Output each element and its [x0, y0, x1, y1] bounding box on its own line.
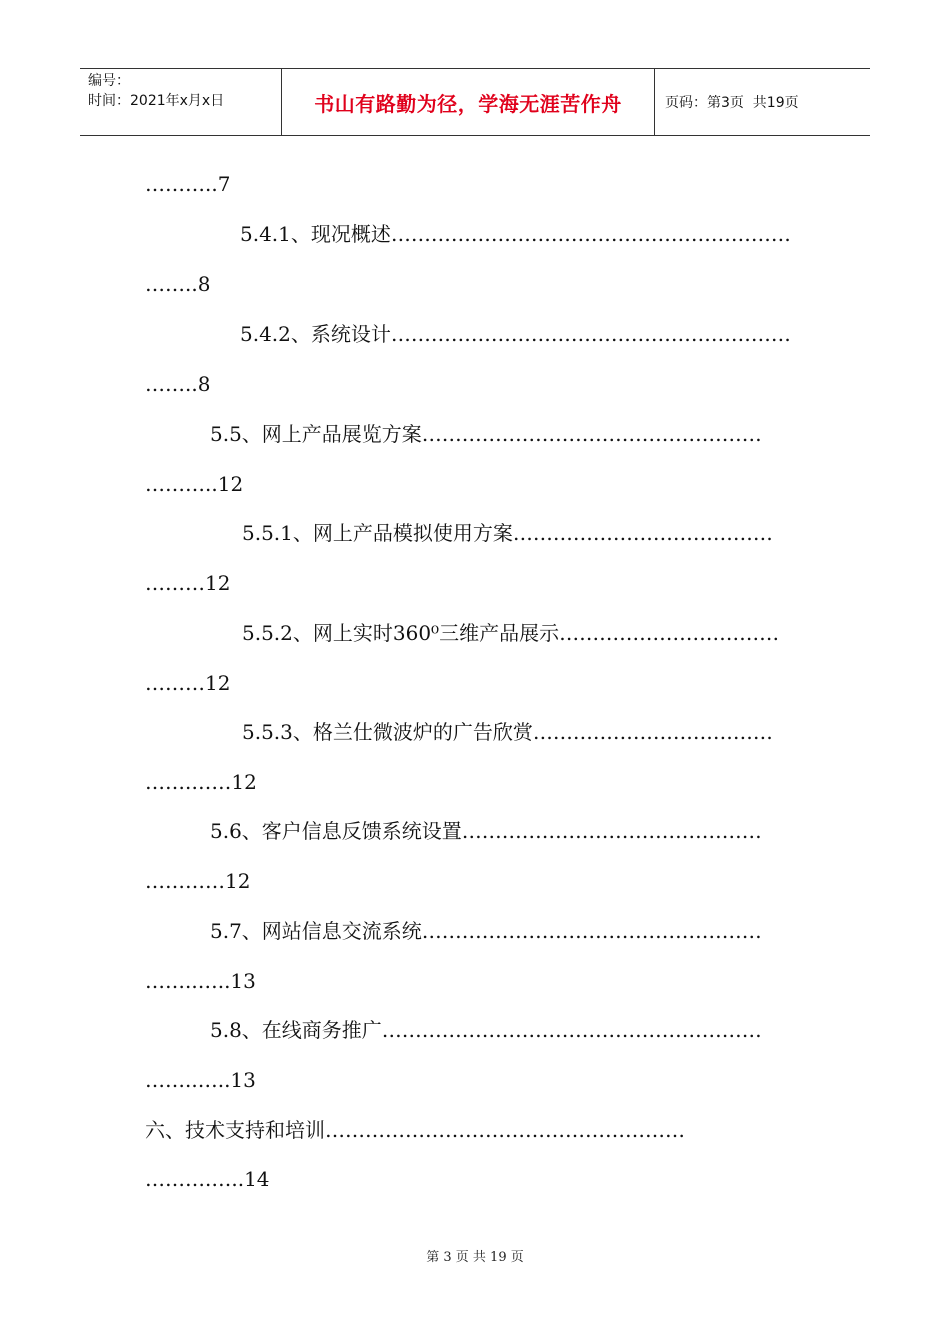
toc-line: ………..12	[145, 472, 244, 496]
toc-entry-5-8: 5.8、在线商务推广…………………………………………………	[210, 1018, 762, 1042]
toc-line: ……..…..13	[145, 969, 256, 993]
toc-line: …….……12	[145, 770, 257, 794]
header-motto: 书山有路勤为径，学海无涯苦作舟	[282, 69, 655, 135]
header-page-info: 页码：第3页 共19页	[665, 95, 799, 111]
toc-entry-5-7: 5.7、网站信息交流系统……………………………………………	[210, 919, 762, 943]
toc-line: …………12	[145, 869, 251, 893]
document-number-label: 编号：	[88, 73, 130, 89]
toc-entry-5-4-2: 5.4.2、系统设计……………………………………………………	[240, 322, 791, 346]
toc-entry-5-5-1: 5.5.1、网上产品模拟使用方案…………………………………	[242, 521, 773, 545]
toc-entry-5-5-3: 5.5.3、格兰仕微波炉的广告欣赏………………………………	[242, 720, 773, 744]
toc-entry-6: 六、技术支持和培训………………………………………………	[145, 1118, 685, 1142]
toc-entry-5-4-1: 5.4.1、现况概述……………………………………………………	[240, 222, 791, 246]
toc-line: ………12	[145, 671, 231, 695]
toc-line: ……..…..13	[145, 1068, 256, 1092]
toc-line: ……….…..14	[145, 1167, 270, 1191]
toc-entry-5-5: 5.5、网上产品展览方案……………………………………………	[210, 422, 762, 446]
toc-line: ………..7	[145, 172, 231, 196]
header-meta-cell	[80, 69, 282, 135]
document-time-label: 时间：2021年x月x日	[88, 93, 225, 109]
page-footer: 第 3 页 共 19 页	[426, 1250, 524, 1265]
toc-line: ……..8	[145, 272, 211, 296]
toc-line: ……..8	[145, 372, 211, 396]
page-header	[80, 68, 870, 136]
toc-line: ………12	[145, 571, 231, 595]
toc-entry-5-6: 5.6、客户信息反馈系统设置………………………………………	[210, 819, 762, 843]
toc-entry-5-5-2: 5.5.2、网上实时360⁰三维产品展示……………………………	[242, 621, 780, 645]
